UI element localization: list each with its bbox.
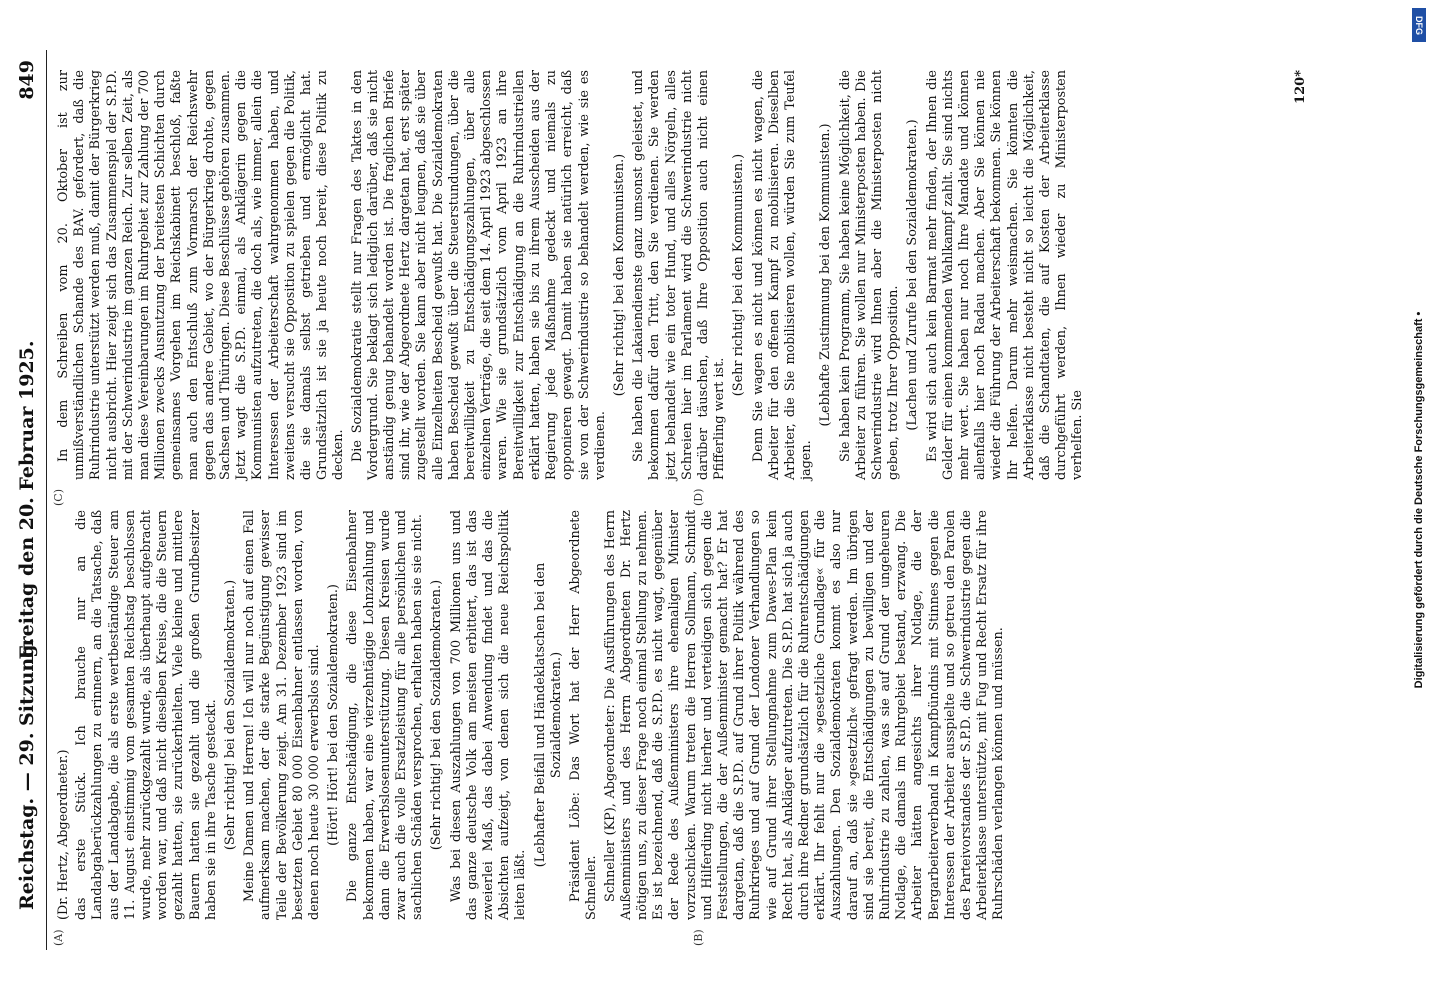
- interjection: (Sehr richtig! bei den Sozialdemokraten.): [429, 579, 445, 851]
- margin-marker-a: (A): [52, 929, 65, 946]
- page-header: [12, 50, 47, 950]
- paragraph: Sie haben kein Programm, Sie haben keine Möglichkeit, die Arbeiter zu führen. Sie wollen nur Ministerposten haben. Die Schwerindustrie wird Ihnen aber die Ministerposten nicht geben, trotz Ihrer Opposition.: [837, 70, 902, 480]
- interjection: (Lebhafte Zustimmung bei den Kommunisten.): [818, 123, 834, 427]
- paragraph: das erste Stück. Ich brauche nur an die Landabgaberückzahlungen zu erinnern, an die Tatsache, daß aus der Landabgabe, die als erste wertbeständige Steuer am 11. August einstimmig vom gesamten Reichstag beschlossen wurde, mehr zurückgezahlt wurde, als überhaupt aufgebracht worden war, und daß nicht dieselben Kreise, die die Steuern gezahlt hatten, sie zurückerhielten. Viele kleine und mittlere Bauern hatten sie gezahlt und die großen Grundbesitzer haben sie in ihre Tasche gesteckt.: [74, 510, 219, 920]
- paragraph: In dem Schreiben vom 20. Oktober ist zur unmißverständlichen Schande des BAV. gefordert, daß die Ruhrindustrie unterstützt werden muß, damit der Bürgerkrieg nicht ausbricht. Hier zeigt sich das Zusammenspiel der S.P.D. mit der Schwerindustrie im ganzen Reich. Zur selben Zeit, als man diese Vereinbarungen im Ruhrgebiet zur Zahlung der 700 Millionen zwecks Ausnutzung der breitesten Schichten durch gemeinsames Vorgehen im Reichskabinett beschloß, faßte man auch den Entschluß zum Vormarsch der Reichswehr gegen das andere Gebiet, wo der Bürgerkrieg drohte, gegen Sachsen und Thüringen. Diese Beschlüsse gehören zusammen. Jetzt wagt die S.P.D. einmal, als Anklägerin gegen die Kommunisten aufzutreten, die doch als, wie immer, allein die Interessen der Arbeiterschaft wahrgenommen haben, und zweitens versucht sie Opposition zu spielen gegen die Politik, die sie damals selbst getrieben und ermöglicht hat. Grundsätzlich ist sie ja heute noch bereit, diese Politik zu decken.: [56, 70, 347, 480]
- interjection: (Sehr richtig! bei den Sozialdemokraten.): [223, 579, 239, 851]
- paragraph: Was bei diesen Auszahlungen von 700 Millionen uns und das ganze deutsche Volk am meisten erbittert, das ist das zweierlei Maß, das dabei Anwendung findet und das die Absichten aufzeigt, von denen sich die neue Reichspolitik leiten läßt.: [448, 510, 529, 920]
- margin-marker-d: (D): [692, 488, 705, 506]
- digitization-note-text: Digitalisierung gefördert durch die Deutsche Forschungsgemeinschaft •: [1413, 311, 1425, 689]
- footer-number: 120*: [1293, 70, 1308, 104]
- paragraph: Schneller (KP), Abgeordneter: Die Ausführungen des Herrn Außenministers und des Herrn Abgeordneten Dr. Hertz nötigen uns, zu dieser Frage noch einmal Stellung zu nehmen. Es ist bezeichnend, daß die S.P.D. es nicht wagt, gegenüber der Rede des Außenministers ihre ehemaligen Minister vorzuschicken. Warum treten die Herren Sollmann, Schmidt und Hilferding nicht hierher und verteidigen sich gegen die Feststellungen, die der Außenminister gemacht hat? Er hat dargetan, daß die S.P.D. auf Grund ihrer Politik während des Ruhrkrieges und auf Grund der Londoner Verhandlungen so wie auf Grund ihrer Stellungnahme zum Dawes-Plan kein Recht hat, als Ankläger aufzutreten. Die S.P.D. hat sich ja auch durch ihre Redner grundsätzlich für die Ruhrentschädigungen erklärt. Ihr fehlt nur die »gesetzliche Grundlage« für die Auszahlungen. Den Sozialdemokraten kommt es also nur darauf an, daß sie »gesetzlich« gefragt werden. Im übrigen sind sie bereit, die Entschädigungen zu bewilligen und der Ruhrindustrie zu zahlen, was sie auf Grund der ungeheuren Notlage, die damals im Ruhrgebiet bestand, erzwang. Die Arbeiter hätten angesichts ihrer Notlage, die der Bergarbeiterverband in Kampfbündnis mit Stinnes gegen die Interessen der Arbeiter ausspielte und so getreu den Parolen des Parteivorstandes der S.P.D. die Schwerindustrie gegen die Arbeiterklasse unterstützte, mit Fug und Recht Ersatz für ihre Ruhrschäden verlangen können und müssen.: [602, 510, 1007, 920]
- header-session: Reichstag. — 29. Sitzung.: [16, 637, 38, 910]
- scanned-page: [12, 50, 1308, 950]
- interjection: (Lebhafter Beifall und Händeklatschen bei den Sozialdemokraten.): [532, 562, 564, 868]
- dfg-logo: DFG: [1412, 8, 1426, 42]
- margin-marker-c: (C): [52, 489, 65, 506]
- paragraph: Denn Sie wagen es nicht und können es nicht wagen, die Arbeiter für den offenen Kampf zu mobilisieren. Dieselben Arbeiter, die Sie mobilisieren wollen, würden Sie zum Teufel jagen.: [750, 70, 815, 480]
- paragraph: (Dr. Hertz, Abgeordneter.): [56, 749, 71, 920]
- paragraph: Es wird sich auch kein Barmat mehr finden, der Ihnen die Gelder für einen kommenden Wahlkampf zahlt. Sie sind nichts mehr wert. Sie haben nur noch Ihre Mandate und können allenfalls hier noch Radau machen. Aber Sie können nie wieder die Führung der Arbeiterschaft bekommen. Sie können Ihr helfen. Darum mehr weismachen. Sie könnten die Arbeiterklasse nicht besteht nicht so leicht die Möglichkeit, daß die Schandtaten, die auf Kosten der Arbeiterklasse durchgeführt werden, Ihnen wieder zu Ministerposten verhelfen. Sie: [924, 70, 1086, 480]
- digitization-note: [1406, 0, 1432, 1000]
- interjection: (Hört! Hört! bei den Sozialdemokraten.): [326, 584, 342, 846]
- paragraph: Sie haben die Lakaiendienste ganz umsonst geleistet, und bekommen dafür den Tritt, den Sie verdienen. Sie werden jetzt behandelt wie ein toter Hund, und alles Nörgeln, alles Schreien hier im Parlament wird die Schwerindustrie nicht darüber täuschen, daß Ihre Opposition auch nicht einen Pfifferling wert ist.: [631, 70, 728, 480]
- paragraph: Präsident Löbe: Das Wort hat der Herr Abgeordnete Schneller.: [568, 510, 600, 920]
- left-column: [56, 510, 1282, 920]
- interjection: (Sehr richtig! bei den Kommunisten.): [731, 153, 747, 397]
- paragraph: Die Sozialdemokratie stellt nur Fragen des Taktes in den Vordergrund. Sie beklagt sich lediglich darüber, daß sie nicht anständig genug behandelt worden ist. Die fraglichen Briefe sind ihr, wie der Abgeordnete Hertz dargetan hat, erst später zugestellt worden. Sie kann aber nicht leugnen, daß sie über alle Einzelheiten Bescheid gewußt hat. Die Sozialdemokraten haben Bescheid gewußt über die Steuerstundungen, über die bereitwilligkeit zu Entschädigungszahlungen, über alle einzelnen Verträge, die seit dem 14. April 1923 abgeschlossen waren. Wie sie grundsätzlich vom April 1923 an ihre Bereitwilligkeit zur Entschädigung an die Ruhrindustriellen erklärt hatten, haben sie bis zu ihrem Ausscheiden aus der Regierung jede Maßnahme gedeckt und niemals zu opponieren gewagt. Damit haben sie natürlich erreicht, daß sie von der Schwerindustrie so behandelt werden, wie sie es verdienen.: [349, 70, 608, 480]
- header-date: Freitag den 20. Februar 1925.: [16, 340, 38, 660]
- interjection: (Sehr richtig! bei den Kommunisten.): [611, 153, 627, 397]
- interjection: (Lachen und Zurufe bei den Sozialdemokraten.): [905, 119, 921, 431]
- margin-marker-b: (B): [692, 929, 705, 946]
- right-column: [56, 70, 1282, 480]
- paragraph: Meine Damen und Herren! Ich will nur noch auf einen Fall aufmerksam machen, der die starke Begünstigung gewisser Teile der Bevölkerung zeigt. Am 31. Dezember 1923 sind im besetzten Gebiet 80 000 Eisenbahner entlassen worden, von denen noch heute 30 000 erwerbslos sind.: [242, 510, 323, 920]
- paragraph: Die ganze Entschädigung, die diese Eisenbahner bekommen haben, war eine vierzehntägige Lohnzahlung und dann die Erwerbslosenunterstützung. Diesen Kreisen wurde zwar auch die volle Ersatzleistung für alle persönlichen und sachlichen Schäden versprochen, erhalten haben sie sie nicht.: [345, 510, 426, 920]
- page-number: 849: [16, 60, 38, 100]
